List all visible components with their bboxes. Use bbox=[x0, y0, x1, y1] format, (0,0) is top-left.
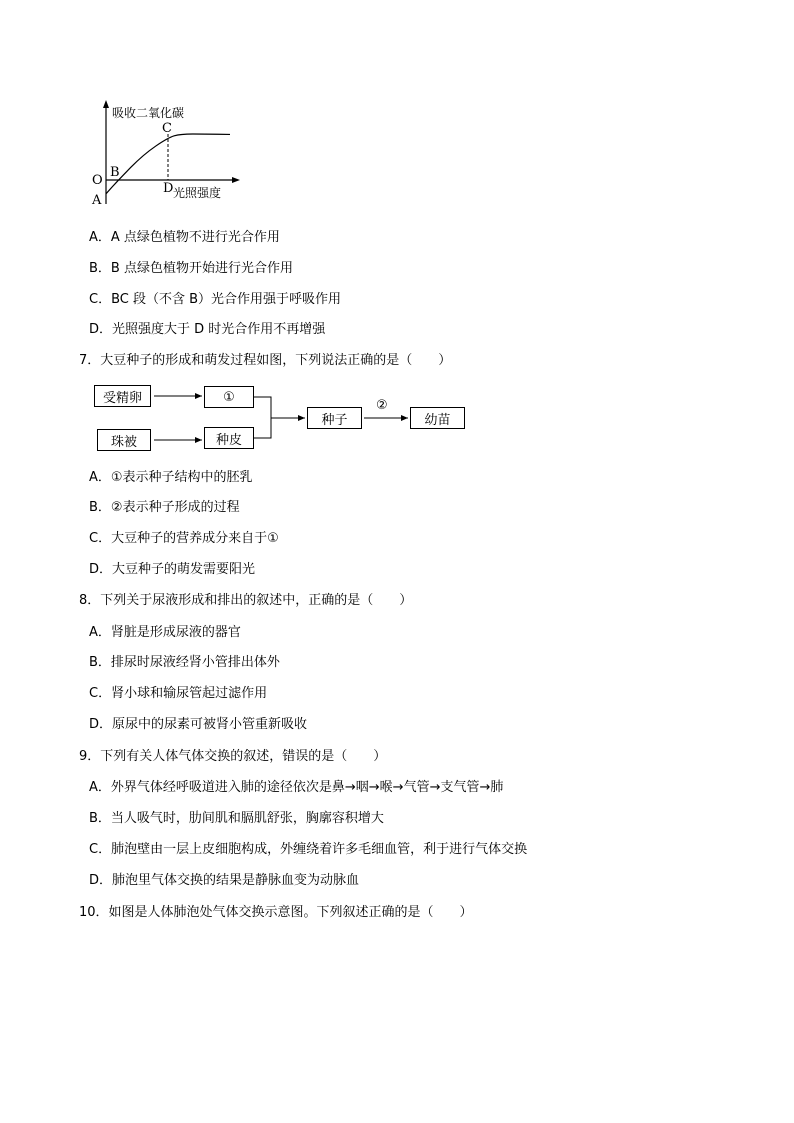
box-circle-one: ① bbox=[204, 386, 254, 408]
chart-point-b: B bbox=[110, 165, 120, 180]
chart-point-c: C bbox=[162, 121, 172, 136]
diagram-arrows bbox=[94, 383, 474, 455]
q8-option-c[interactable]: C．肾小球和输尿管起过滤作用 bbox=[89, 686, 268, 701]
q7-option-b[interactable]: B．②表示种子形成的过程 bbox=[89, 500, 240, 515]
box-fertilized-egg: 受精卵 bbox=[94, 385, 151, 407]
q9-option-c[interactable]: C．肺泡壁由一层上皮细胞构成，外缠绕着许多毛细血管，利于进行气体交换 bbox=[89, 842, 528, 857]
q10-stem: 10．如图是人体肺泡处气体交换示意图。下列叙述正确的是（ ） bbox=[79, 905, 473, 920]
box-seed: 种子 bbox=[307, 407, 362, 429]
q9-option-d[interactable]: D．肺泡里气体交换的结果是静脉血变为动脉血 bbox=[89, 873, 360, 888]
q6-option-c[interactable]: C．BC 段（不含 B）光合作用强于呼吸作用 bbox=[89, 292, 342, 307]
q6-option-a[interactable]: A．A 点绿色植物不进行光合作用 bbox=[89, 230, 280, 245]
bracket-join bbox=[254, 397, 271, 438]
q9-option-b[interactable]: B．当人吸气时，肋间肌和膈肌舒张，胸廓容积增大 bbox=[89, 811, 384, 826]
q7-option-a[interactable]: A．①表示种子结构中的胚乳 bbox=[89, 470, 253, 485]
q6-option-b[interactable]: B．B 点绿色植物开始进行光合作用 bbox=[89, 261, 293, 276]
box-seedling: 幼苗 bbox=[410, 407, 465, 429]
q8-option-a[interactable]: A．肾脏是形成尿液的器官 bbox=[89, 625, 241, 640]
chart-x-arrow bbox=[232, 177, 240, 183]
chart-xlabel: 光照强度 bbox=[173, 186, 222, 200]
photosynthesis-chart bbox=[88, 98, 248, 210]
label-circle-two: ② bbox=[376, 398, 388, 413]
q8-option-b[interactable]: B．排尿时尿液经肾小管排出体外 bbox=[89, 655, 280, 670]
seed-formation-diagram bbox=[94, 383, 474, 455]
q7-option-d[interactable]: D．大豆种子的萌发需要阳光 bbox=[89, 562, 256, 577]
box-seed-coat: 种皮 bbox=[204, 427, 254, 449]
chart-point-a: A bbox=[92, 193, 102, 208]
chart-y-arrow bbox=[103, 100, 109, 108]
q8-option-d[interactable]: D．原尿中的尿素可被肾小管重新吸收 bbox=[89, 717, 308, 732]
q7-stem: 7．大豆种子的形成和萌发过程如图，下列说法正确的是（ ） bbox=[79, 353, 452, 368]
q7-option-c[interactable]: C．大豆种子的营养成分来自于① bbox=[89, 531, 279, 546]
chart-point-o: O bbox=[92, 173, 103, 188]
box-integument: 珠被 bbox=[97, 429, 151, 451]
chart-point-d: D bbox=[163, 181, 174, 196]
q8-stem: 8．下列关于尿液形成和排出的叙述中，正确的是（ ） bbox=[79, 593, 413, 608]
q6-option-d[interactable]: D．光照强度大于 D 时光合作用不再增强 bbox=[89, 322, 326, 337]
chart-ylabel: 吸收二氧化碳 bbox=[112, 106, 185, 120]
q9-option-a[interactable]: A．外界气体经呼吸道进入肺的途径依次是鼻→咽→喉→气管→支气管→肺 bbox=[89, 780, 504, 795]
q9-stem: 9．下列有关人体气体交换的叙述，错误的是（ ） bbox=[79, 749, 387, 764]
